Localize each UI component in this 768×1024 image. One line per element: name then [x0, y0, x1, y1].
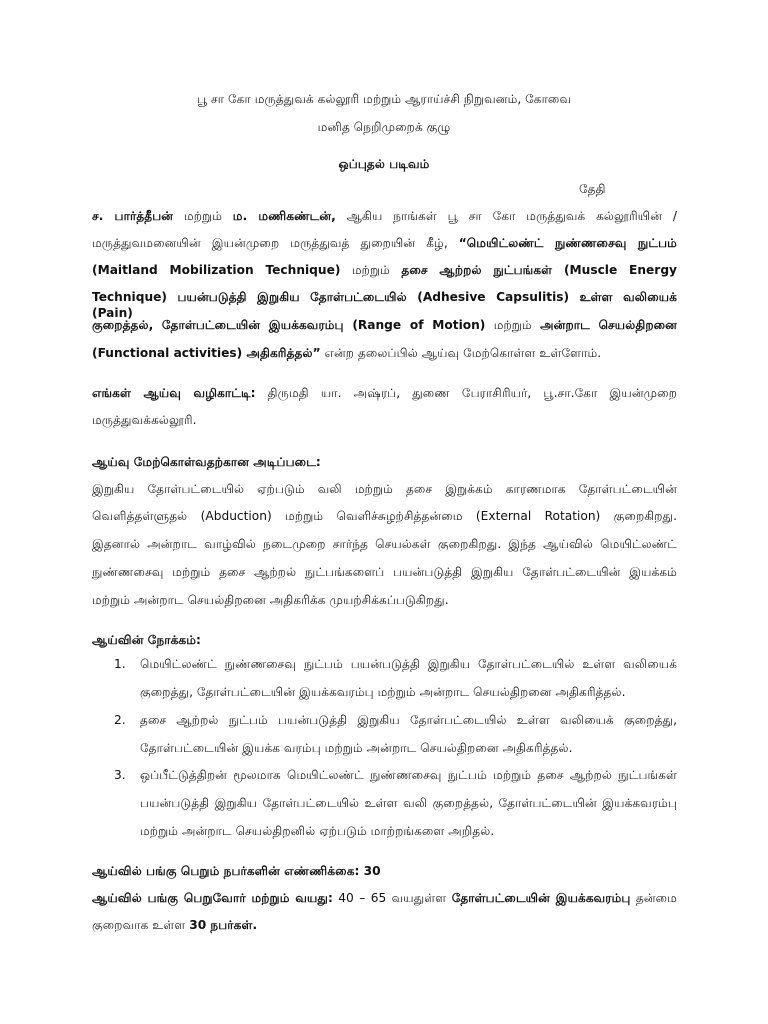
objective-line: தசை ஆற்றல் நுட்பம் பயன்படுத்தி இறுகிய தோள்பட்டையில் உள்ள வலியைக் குறைத்து,	[140, 713, 677, 727]
committee-title: மனித நெறிமுறைக் குழு	[317, 120, 451, 134]
form-title: ஒப்புதல் படிவம்	[338, 157, 430, 171]
basis-line: வெளித்தள்ளுதல் (Abduction) மற்றும் வெளிச்சுழற்சித்தன்மை (External Rotation) குறைகிறது.	[92, 509, 677, 523]
participant-criteria-line-2	[92, 918, 257, 934]
intro-conjunction: மற்றும்	[485, 318, 541, 332]
study-title: (Maitland Mobilization Technique)	[92, 263, 341, 277]
objectives-heading: ஆய்வின் நோக்கம்:	[92, 633, 201, 647]
basis-heading: ஆய்வு மேற்கொள்வதற்கான அடிப்படை:	[92, 455, 321, 469]
objective-line: பயன்படுத்தி இறுகிய தோள்பட்டையில் உள்ள வலி குறைத்தல், தோள்பட்டையின் இயக்கவரம்பு	[140, 796, 677, 810]
intro-line-5	[92, 318, 677, 334]
institution-title: பூ சா கோ மருத்துவக் கல்லூரி மற்றும் ஆராய்ச்சி நிறுவனம், கோவை	[196, 92, 572, 106]
guide-line-1	[92, 386, 677, 402]
intro-conjunction: மற்றும்	[340, 263, 402, 277]
intro-line-4: Technique) பயன்படுத்தி இறுகிய தோள்பட்டையில் (Adhesive Capsulitis) உள்ள வலியைக் (Pain)	[92, 290, 677, 320]
objective-line: மற்றும் அன்றாட செயல்திறனில் ஏற்படும் மாற்றங்களை அறிதல்.	[140, 824, 495, 838]
intro-text: மருத்துவமனையின் இயன்முறை மருத்துவத் துறையின் கீழ்,	[92, 236, 459, 250]
intro-line-3	[92, 263, 677, 279]
criteria-count: 30 நபர்கள்.	[189, 918, 258, 932]
participant-criteria-line-1	[92, 891, 677, 907]
study-title: “மெயிட்லண்ட் நுண்ணசைவு நுட்பம்	[458, 236, 677, 250]
objective-line: மெயிட்லண்ட் நுண்ணசைவு நுட்பம் பயன்படுத்தி இறுகிய தோள்பட்டையில் உள்ள வலியைக்	[140, 657, 677, 671]
intro-text: ஆகிய நாங்கள் பூ சா கோ மருத்துவக் கல்லூரியின் /	[335, 209, 677, 223]
basis-line: மற்றும் அன்றாட செயல்திறனை அதிகரிக்க முயற்சிக்கப்படுகிறது.	[92, 593, 449, 607]
intro-conjunction: மற்றும்	[173, 209, 233, 223]
guide-label: எங்கள் ஆய்வு வழிகாட்டி:	[92, 386, 256, 400]
basis-line: இறுகிய தோள்பட்டையில் ஏற்படும் வலி மற்றும் தசை இறுக்கம் காரணமாக தோள்பட்டையின்	[92, 482, 677, 496]
date-label: தேதி	[579, 182, 606, 196]
objective-line: ஒப்பீட்டுத்திறன் மூலமாக மெயிட்லண்ட் நுண்ணசைவு நுட்பம் மற்றும் தசை ஆற்றல் நுட்பங்கள்	[140, 768, 677, 782]
study-title: குறைத்தல், தோள்பட்டையின் இயக்கவரம்பு (Range of Motion)	[92, 318, 486, 332]
basis-line: நுண்ணசைவு மற்றும் தசை ஆற்றல் நுட்பங்களைப் பயன்படுத்தி இறுகிய தோள்பட்டையின் இயக்கம்	[92, 565, 677, 579]
intro-line-2	[92, 236, 677, 252]
criteria-label: ஆய்வில் பங்கு பெறுவோர் மற்றும் வயது:	[92, 891, 333, 905]
guide-line-2: மருத்துவக்கல்லூரி.	[92, 413, 197, 427]
guide-value: திருமதி யா. அஷ்ரப், துணை பேராசிரியர், பூ.சா.கோ இயன்முறை	[255, 386, 677, 400]
study-title: (Functional activities) அதிகரித்தல்”	[92, 346, 321, 360]
researcher-name-2: ம. மணிகண்டன்,	[232, 209, 336, 223]
basis-line: இதனால் அன்றாட வாழ்வில் நடைமுறை சார்ந்த செயல்கள் குறைகிறது. இந்த ஆய்வில் மெயிட்லண்ட்	[92, 537, 677, 551]
objective-number: 3.	[114, 768, 126, 782]
participant-count: ஆய்வில் பங்கு பெறும் நபர்களின் எண்ணிக்கை: 30	[92, 864, 381, 878]
intro-text: என்ற தலைப்பில் ஆய்வு மேற்கொள்ள உள்ளோம்.	[320, 346, 602, 360]
objective-line: குறைத்து, தோள்பட்டையின் இயக்கவரம்பு மற்றும் அன்றாட செயல்திறனை அதிகரித்தல்.	[140, 685, 626, 699]
objective-number: 2.	[114, 713, 126, 727]
intro-line-1	[92, 209, 677, 225]
criteria-end: தன்மை	[630, 891, 677, 905]
study-title: தசை ஆற்றல் நுட்பங்கள் (Muscle Energy	[401, 263, 677, 277]
researcher-name-1: ச. பார்த்தீபன்	[92, 209, 174, 223]
criteria-value: 40 – 65 வயதுள்ள	[332, 891, 452, 905]
objective-line: தோள்பட்டையின் இயக்க வரம்பு மற்றும் அன்றாட செயல்திறனை அதிகரித்தல்.	[140, 741, 573, 755]
intro-line-6	[92, 346, 601, 362]
criteria-text: குறைவாக உள்ள	[92, 918, 190, 932]
criteria-bold: தோள்பட்டையின் இயக்கவரம்பு	[451, 891, 631, 905]
objective-number: 1.	[114, 657, 126, 671]
study-title: அன்றாட செயல்திறனை	[540, 318, 677, 332]
